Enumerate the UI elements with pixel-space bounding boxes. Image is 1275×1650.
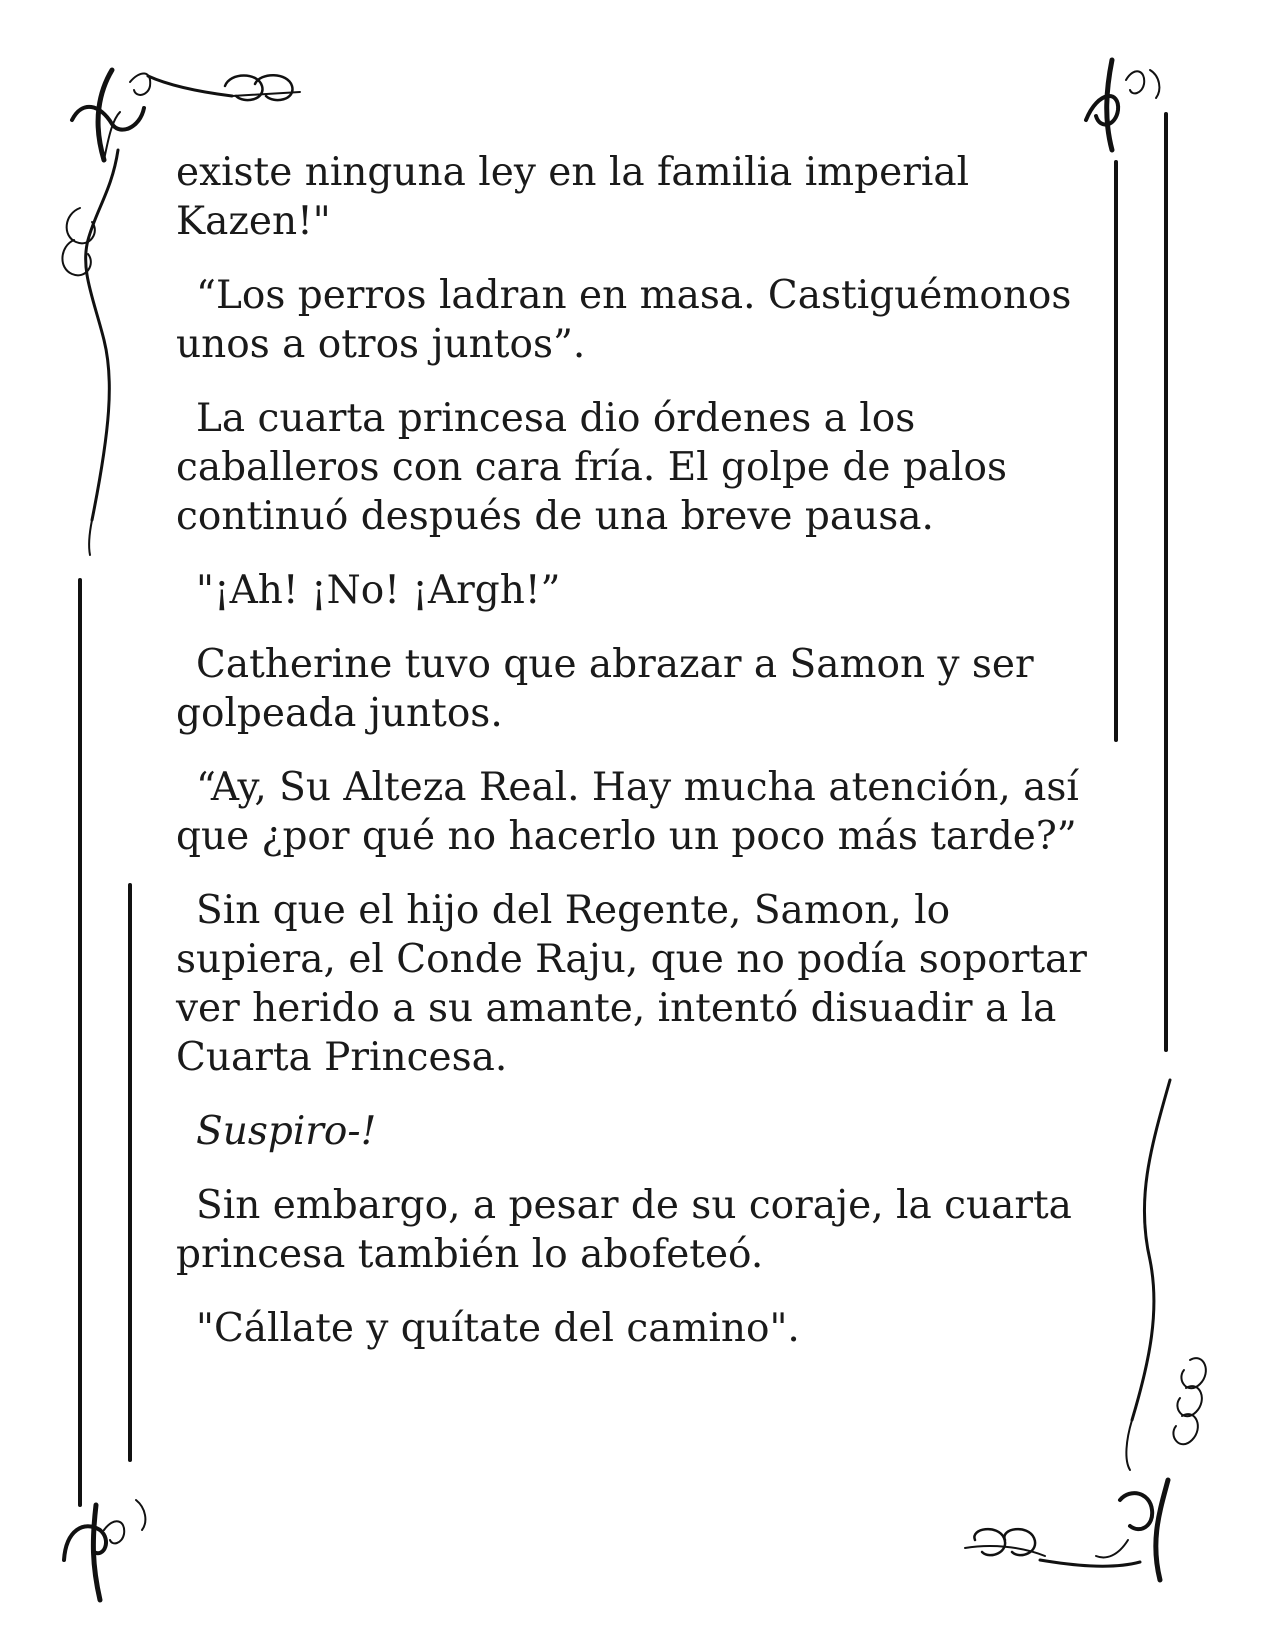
paragraph-5: Catherine tuvo que abrazar a Samon y ser golpeada juntos. [176, 642, 1034, 736]
paragraph-8-sound-effect [176, 1107, 1096, 1156]
flourish-top-right [1086, 60, 1166, 1050]
text-column [176, 148, 1096, 1378]
flourish-bottom-left [64, 1500, 145, 1600]
paragraph-10: "Cállate y quítate del camino". [196, 1306, 800, 1351]
paragraph-2: “Los perros ladran en masa. Castiguémonos unos a otros juntos”. [176, 273, 1072, 367]
paragraph-3: La cuarta princesa dio órdenes a los caballeros con cara fría. El golpe de palos continuó después de una breve pausa. [176, 396, 1008, 539]
rules-left [80, 580, 130, 1505]
paragraph-6: “Ay, Su Alteza Real. Hay mucha atención, así que ¿por qué no hacerlo un poco más tarde?” [176, 765, 1079, 859]
sound-effect-text: Suspiro-! [196, 1109, 377, 1154]
paragraph-4: "¡Ah! ¡No! ¡Argh!” [196, 568, 561, 613]
paragraph-7: Sin que el hijo del Regente, Samon, lo supiera, el Conde Raju, que no podía soportar ver herido a su amante, intentó disuadir a la Cuarta Princesa. [176, 888, 1087, 1080]
paragraph-9: Sin embargo, a pesar de su coraje, la cuarta princesa también lo abofeteó. [176, 1183, 1072, 1277]
paragraph-1: existe ninguna ley en la familia imperial Kazen!" [176, 150, 970, 244]
